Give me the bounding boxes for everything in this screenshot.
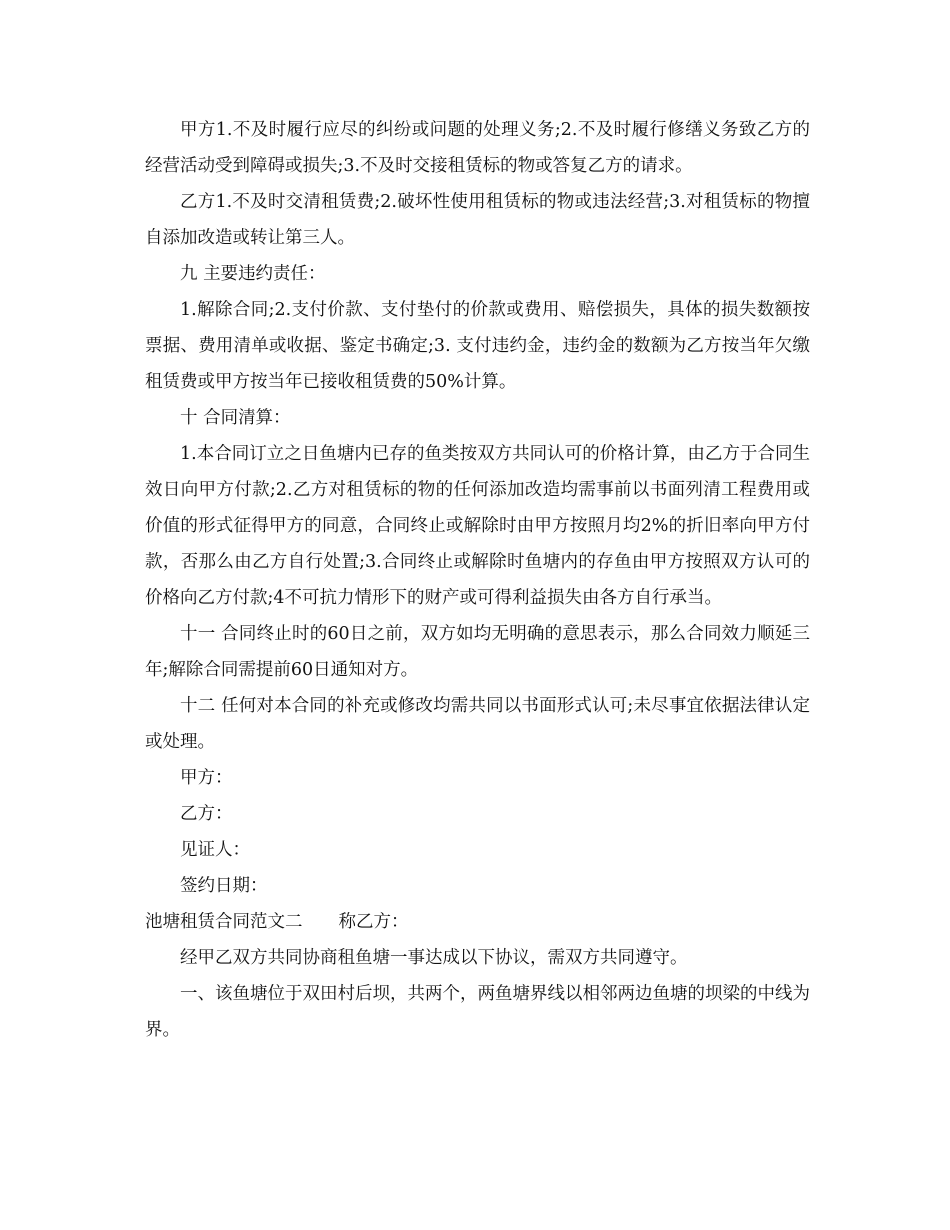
signature-party-b: 乙方：	[180, 804, 233, 824]
paragraph-clause-twelve: 十二 任何对本合同的补充或修改均需共同以书面形式认可;未尽事宜依据法律认定或处理。	[145, 696, 810, 752]
paragraph-clause-eleven: 十一 合同终止时的60日之前，双方如均无明确的意思表示，那么合同效力顺延三年;解除合同需提前60日通知对方。	[145, 624, 810, 680]
section-title-line	[145, 904, 810, 940]
paragraph-party-a-breach: 甲方1.不及时履行应尽的纠纷或问题的处理义务;2.不及时履行修缮义务致乙方的经营活动受到障碍或损失;3.不及时交接租赁标的物或答复乙方的请求。	[145, 120, 810, 176]
signature-party-a: 甲方：	[180, 768, 233, 788]
heading-breach-liability: 九 主要违约责任：	[180, 264, 326, 284]
signature-witness: 见证人：	[180, 840, 250, 860]
paragraph-agreement-intro: 经甲乙双方共同协商租鱼塘一事达成以下协议，需双方共同遵守。	[180, 948, 688, 968]
paragraph-pond-location: 一、该鱼塘位于双田村后坝，共两个，两鱼塘界线以相邻两边鱼塘的坝梁的中线为界。	[145, 984, 810, 1040]
paragraph-party-b-breach: 乙方1.不及时交清租赁费;2.破坏性使用租赁标的物或违法经营;3.对租赁标的物擅自添加改造或转让第三人。	[145, 192, 810, 248]
document-body	[145, 112, 810, 1048]
paragraph-breach-liability: 1.解除合同;2.支付价款、支付垫付的价款或费用、赔偿损失，具体的损失数额按票据、费用清单或收据、鉴定书确定;3. 支付违约金，违约金的数额为乙方按当年欠缴租赁费或甲方按当年已接收租赁费的50%计算。	[145, 300, 810, 392]
section-title: 池塘租赁合同范文二	[145, 912, 303, 932]
heading-contract-settlement: 十 合同清算：	[180, 408, 291, 428]
paragraph-contract-settlement: 1.本合同订立之日鱼塘内已存的鱼类按双方共同认可的价格计算，由乙方于合同生效日向甲方付款;2.乙方对租赁标的物的任何添加改造均需事前以书面列清工程费用或价值的形式征得甲方的同意，合同终止或解除时由甲方按照月均2%的折旧率向甲方付款，否那么由乙方自行处置;3.合同终止或解除时鱼塘内的存鱼由甲方按照双方认可的价格向乙方付款;4不可抗力情形下的财产或可得利益损失由各方自行承当。	[145, 444, 810, 608]
section-title-suffix: 称乙方：	[338, 912, 409, 932]
signature-date: 签约日期：	[180, 876, 268, 896]
